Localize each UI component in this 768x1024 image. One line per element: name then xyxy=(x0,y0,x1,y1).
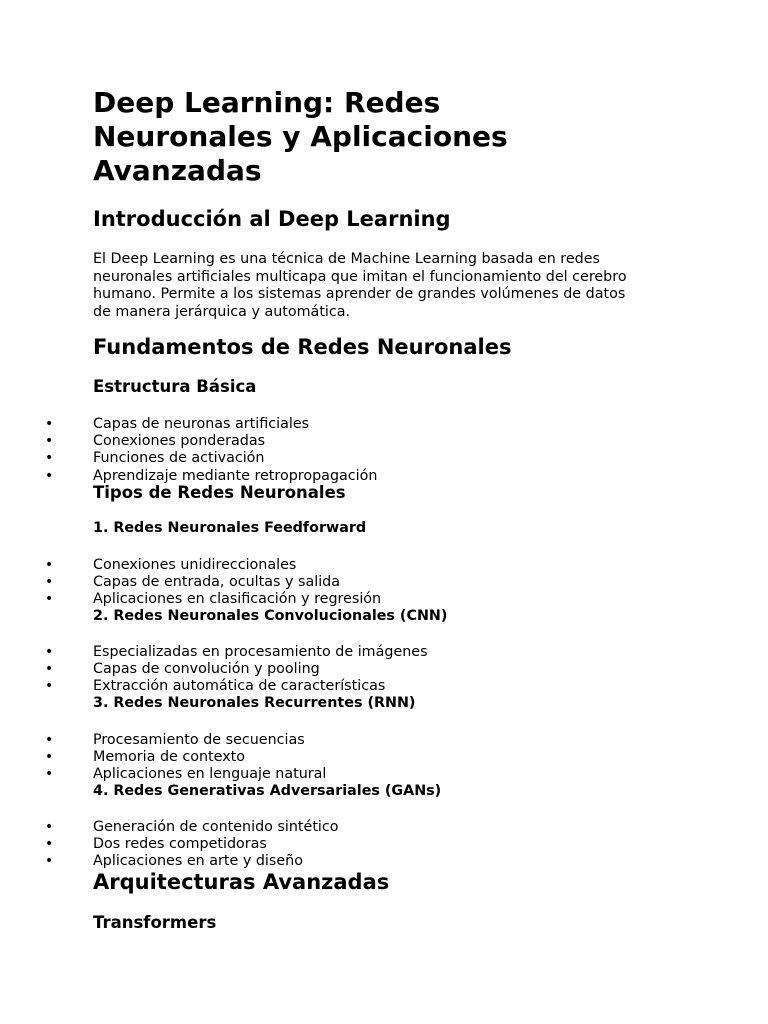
type-heading-gans: 4. Redes Generativas Adversariales (GANs) xyxy=(93,783,442,799)
type-heading-feedforward: 1. Redes Neuronales Feedforward xyxy=(93,520,367,536)
paragraph-line: de manera jerárquica y automática. xyxy=(93,303,351,320)
title-line: Neuronales y Aplicaciones xyxy=(93,120,508,153)
title-line: Avanzadas xyxy=(93,154,262,187)
bullet-icon: • xyxy=(45,836,54,853)
list-item: • Extracción automática de características xyxy=(45,678,386,695)
document-title xyxy=(93,86,508,188)
bullet-icon: • xyxy=(45,853,54,870)
section-heading-fundamentos: Fundamentos de Redes Neuronales xyxy=(93,335,512,359)
bullet-icon: • xyxy=(45,819,54,835)
bullet-icon: • xyxy=(45,467,54,484)
list-item: • Conexiones unidireccionales xyxy=(45,557,297,573)
bullet-icon: • xyxy=(45,591,54,608)
bullet-icon: • xyxy=(45,678,54,695)
type-heading-cnn: 2. Redes Neuronales Convolucionales (CNN) xyxy=(93,608,448,624)
section-heading-intro: Introducción al Deep Learning xyxy=(93,207,451,231)
list-item: • Memoria de contexto xyxy=(45,749,246,766)
bullet-list-feedforward xyxy=(0,557,700,609)
list-item: • Aplicaciones en clasificación y regresión xyxy=(45,591,382,608)
bullet-icon: • xyxy=(45,416,54,432)
title-line: Deep Learning: Redes xyxy=(93,86,441,119)
subheading-estructura: Estructura Básica xyxy=(93,377,257,396)
bullet-icon: • xyxy=(45,732,54,748)
list-item: • Conexiones ponderadas xyxy=(45,433,266,450)
type-heading-rnn: 3. Redes Neuronales Recurrentes (RNN) xyxy=(93,695,416,711)
bullet-icon: • xyxy=(45,644,54,660)
bullet-icon: • xyxy=(45,661,54,678)
bullet-list-cnn xyxy=(0,644,700,696)
bullet-list-rnn xyxy=(0,732,700,784)
bullet-icon: • xyxy=(45,450,54,467)
list-item: • Especializadas en procesamiento de imágenes xyxy=(45,644,428,660)
list-item: • Capas de convolución y pooling xyxy=(45,661,320,678)
list-item: • Capas de entrada, ocultas y salida xyxy=(45,574,341,591)
bullet-list-estructura xyxy=(0,416,700,485)
bullet-icon: • xyxy=(45,749,54,766)
list-item: • Procesamiento de secuencias xyxy=(45,732,305,748)
bullet-icon: • xyxy=(45,557,54,573)
subheading-tipos: Tipos de Redes Neuronales xyxy=(93,483,346,502)
list-item: • Aprendizaje mediante retropropagación xyxy=(45,467,378,484)
paragraph-line: humano. Permite a los sistemas aprender de grandes volúmenes de datos xyxy=(93,286,626,302)
bullet-icon: • xyxy=(45,574,54,591)
bullet-icon: • xyxy=(45,433,54,450)
paragraph-line: neuronales artificiales multicapa que imitan el funcionamiento del cerebro xyxy=(93,268,627,285)
subheading-transformers: Transformers xyxy=(93,913,217,932)
list-item: • Generación de contenido sintético xyxy=(45,819,339,835)
paragraph-line: El Deep Learning es una técnica de Machine Learning basada en redes xyxy=(93,251,600,267)
list-item: • Funciones de activación xyxy=(45,450,265,467)
list-item: • Aplicaciones en arte y diseño xyxy=(45,853,303,870)
list-item: • Dos redes competidoras xyxy=(45,836,267,853)
section-heading-arquitecturas: Arquitecturas Avanzadas xyxy=(93,870,390,894)
list-item: • Aplicaciones en lenguaje natural xyxy=(45,766,327,783)
intro-paragraph xyxy=(93,251,693,321)
bullet-list-gans xyxy=(0,819,700,871)
list-item: • Capas de neuronas artificiales xyxy=(45,416,310,432)
bullet-icon: • xyxy=(45,766,54,783)
